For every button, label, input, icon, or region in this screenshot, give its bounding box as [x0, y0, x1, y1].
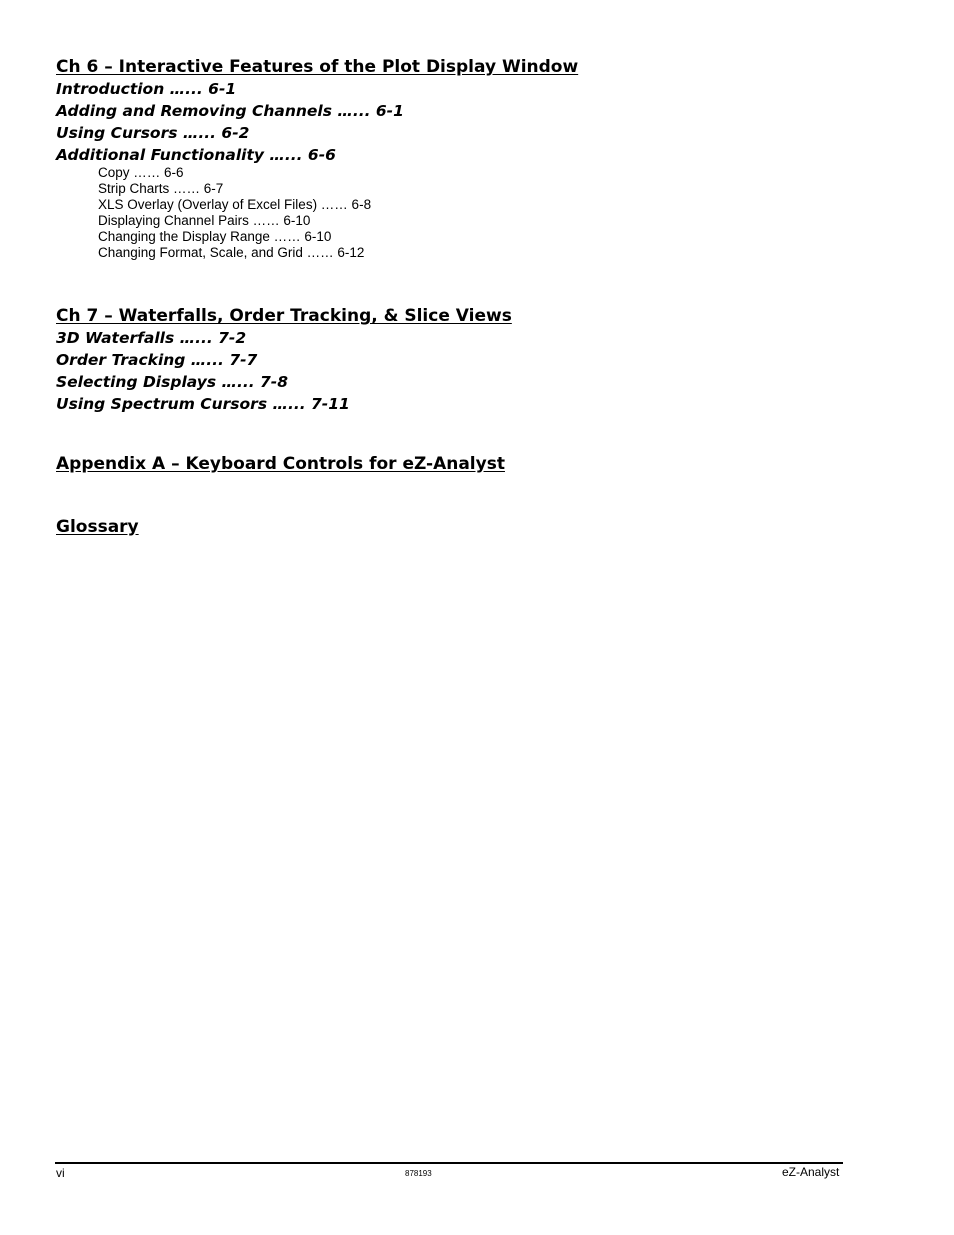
chapter-6-heading: Ch 6 – Interactive Features of the Plot Display Window [56, 57, 579, 77]
toc-subentry-format-scale-grid: Changing Format, Scale, and Grid …… 6-12 [98, 245, 365, 260]
toc-entry-additional-functionality: Additional Functionality …... 6-6 [56, 146, 336, 164]
footer-page-number: vi [56, 1166, 65, 1180]
appendix-a-heading: Appendix A – Keyboard Controls for eZ-Analyst [56, 454, 505, 474]
toc-entry-using-cursors: Using Cursors …... 6-2 [56, 124, 250, 142]
toc-subentry-channel-pairs: Displaying Channel Pairs …… 6-10 [98, 213, 311, 228]
toc-entry-3d-waterfalls: 3D Waterfalls …... 7-2 [56, 329, 247, 347]
chapter-7-heading: Ch 7 – Waterfalls, Order Tracking, & Slice Views [56, 306, 512, 326]
toc-subentry-display-range: Changing the Display Range …… 6-10 [98, 229, 332, 244]
footer-divider [55, 1162, 843, 1164]
toc-entry-adding-removing-channels: Adding and Removing Channels …... 6-1 [56, 102, 404, 120]
footer-product-name: eZ-Analyst [782, 1165, 840, 1179]
toc-entry-spectrum-cursors: Using Spectrum Cursors …... 7-11 [56, 395, 350, 413]
footer-doc-number: 878193 [405, 1169, 432, 1178]
toc-subentry-strip-charts: Strip Charts …… 6-7 [98, 181, 224, 196]
toc-entry-introduction: Introduction …... 6-1 [56, 80, 237, 98]
toc-entry-order-tracking: Order Tracking …... 7-7 [56, 351, 258, 369]
glossary-heading: Glossary [56, 517, 139, 537]
toc-subentry-copy: Copy …… 6-6 [98, 165, 184, 180]
toc-subentry-xls-overlay: XLS Overlay (Overlay of Excel Files) …… 6-8 [98, 197, 372, 212]
toc-entry-selecting-displays: Selecting Displays …... 7-8 [56, 373, 289, 391]
